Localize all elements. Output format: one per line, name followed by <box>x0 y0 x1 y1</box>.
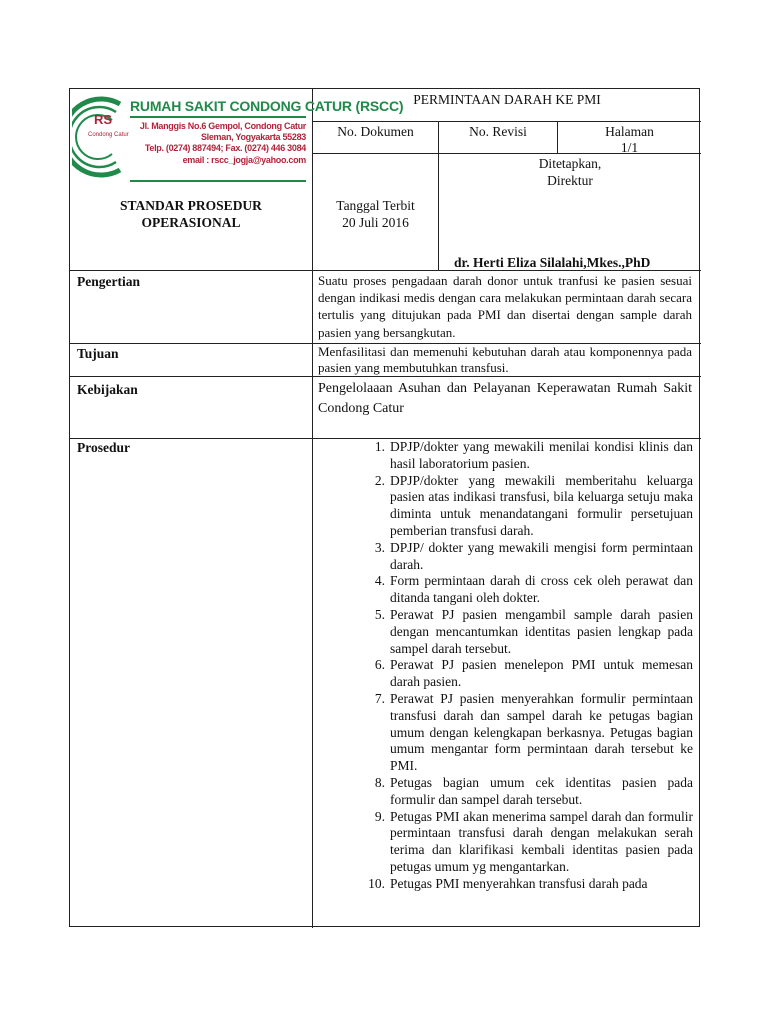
procedure-step <box>313 691 693 775</box>
procedure-step-number: 2. <box>374 472 385 488</box>
procedure-step-number: 4. <box>374 573 385 589</box>
prosedur-label: Prosedur <box>77 440 130 455</box>
document-title: PERMINTAAN DARAH KE PMI <box>413 92 601 107</box>
procedure-step <box>313 809 693 876</box>
pengertian-label: Pengertian <box>77 274 140 289</box>
procedure-step-text: Perawat PJ pasien menyerahkan formulir permintaan transfusi darah dan sampel darah ke petugas bagian umum dengan kelengkapan berkasnya. Petugas bagian umum mengantar form permintaan darah tersebut ke PMI. <box>390 690 693 774</box>
prosedur-steps <box>313 439 693 893</box>
procedure-step-text: Petugas PMI akan menerima sampel darah dan formulir permintaan transfusi darah dengan melakukan serah terima dan klarifikasi kembali identitas pasien pada petugas umum yg mengantarkan. <box>390 808 693 874</box>
procedure-step-number: 6. <box>374 657 385 673</box>
logo-badge-subtitle: Condong Catur <box>88 132 129 138</box>
hospital-address-line: Sleman, Yogyakarta 55283 <box>200 132 306 142</box>
procedure-step <box>313 876 693 893</box>
logo-rule <box>130 180 306 182</box>
procedure-step <box>313 439 693 473</box>
procedure-step-number: 1. <box>374 439 385 454</box>
tanggal-terbit-label: Tanggal Terbit <box>336 198 415 213</box>
logo-rule <box>130 116 306 118</box>
procedure-step <box>313 573 693 607</box>
hospital-email-line: email : rscc_jogja@yahoo.com <box>182 155 306 165</box>
sop-document <box>69 88 700 927</box>
procedure-step-number: 9. <box>374 808 385 824</box>
procedure-step <box>313 473 693 540</box>
sop-title-line1: STANDAR PROSEDUR <box>120 198 262 213</box>
procedure-step-number: 7. <box>374 690 385 706</box>
procedure-step-text: DPJP/ dokter yang mewakili mengisi form permintaan darah. <box>390 539 693 572</box>
logo-badge: RS <box>94 112 113 127</box>
procedure-list <box>313 439 693 893</box>
no-dokumen-label: No. Dokumen <box>337 124 414 139</box>
kebijakan-label: Kebijakan <box>77 382 138 397</box>
divider <box>312 121 701 122</box>
procedure-step-text: DPJP/dokter yang mewakili memberitahu keluarga pasien atas indikasi transfusi, bila keluarga setuju maka diminta untuk menandatangani formulir persetujuan pemberian transfusi darah. <box>390 472 693 538</box>
ditetapkan-block <box>439 156 701 189</box>
pengertian-text: Suatu proses pengadaan darah donor untuk tranfusi ke pasien sesuai dengan indikasi medis dengan cara melakukan permintaan darah secara tertulis yang ditujukan pada PMI dan disertai dengan sample darah pasien yang bersangkutan. <box>318 273 692 340</box>
procedure-step <box>313 775 693 809</box>
tanggal-terbit <box>313 198 438 231</box>
hospital-address-line: Jl. Manggis No.6 Gempol, Condong Catur <box>139 121 306 131</box>
hospital-phone-line: Telp. (0274) 887494; Fax. (0274) 446 3084 <box>144 143 306 153</box>
procedure-step-text: Perawat PJ pasien mengambil sample darah pasien dengan mencantumkan identitas pasien lengkap pada sampel darah tersebut. <box>390 606 693 656</box>
hospital-name: RUMAH SAKIT CONDONG CATUR (RSCC) <box>130 98 404 114</box>
no-revisi-label: No. Revisi <box>469 124 527 139</box>
tujuan-label: Tujuan <box>77 346 119 361</box>
tujuan-text: Menfasilitasi dan memenuhi kebutuhan darah atau komponennya pada pasien yang membutuhkan transfusi. <box>318 344 692 375</box>
procedure-step-text: Petugas PMI menyerahkan transfusi darah pada <box>390 875 648 891</box>
halaman-value: 1/1 <box>620 140 639 155</box>
procedure-step <box>313 540 693 574</box>
procedure-step-number: 5. <box>374 606 385 622</box>
divider <box>438 121 439 270</box>
tanggal-terbit-value: 20 Juli 2016 <box>342 214 409 230</box>
divider <box>70 376 701 377</box>
ditetapkan-label: Ditetapkan, <box>538 156 602 171</box>
procedure-step-text: Form permintaan darah di cross cek oleh perawat dan ditanda tangani oleh dokter. <box>390 573 693 606</box>
procedure-step <box>313 607 693 657</box>
procedure-step-number: 3. <box>374 539 385 555</box>
sop-title-line2: OPERASIONAL <box>141 214 241 230</box>
sop-title <box>70 198 312 231</box>
signer-name: dr. Herti Eliza Silalahi,Mkes.,PhD <box>454 255 651 270</box>
procedure-step-text: Petugas bagian umum cek identitas pasien pada formulir dan sampel darah tersebut. <box>390 774 693 807</box>
procedure-step-number: 8. <box>374 774 385 790</box>
procedure-step-text: Perawat PJ pasien menelepon PMI untuk memesan darah pasien. <box>390 657 693 690</box>
kebijakan-text: Pengelolaaan Asuhan dan Pelayanan Keperawatan Rumah Sakit Condong Catur <box>318 381 692 416</box>
procedure-step-text: DPJP/dokter yang mewakili menilai kondisi klinis dan hasil laboratorium pasien. <box>390 439 693 471</box>
direktur-label: Direktur <box>547 172 593 188</box>
procedure-step <box>313 657 693 691</box>
procedure-step-number: 10. <box>368 875 385 891</box>
halaman-label: Halaman <box>605 124 654 139</box>
